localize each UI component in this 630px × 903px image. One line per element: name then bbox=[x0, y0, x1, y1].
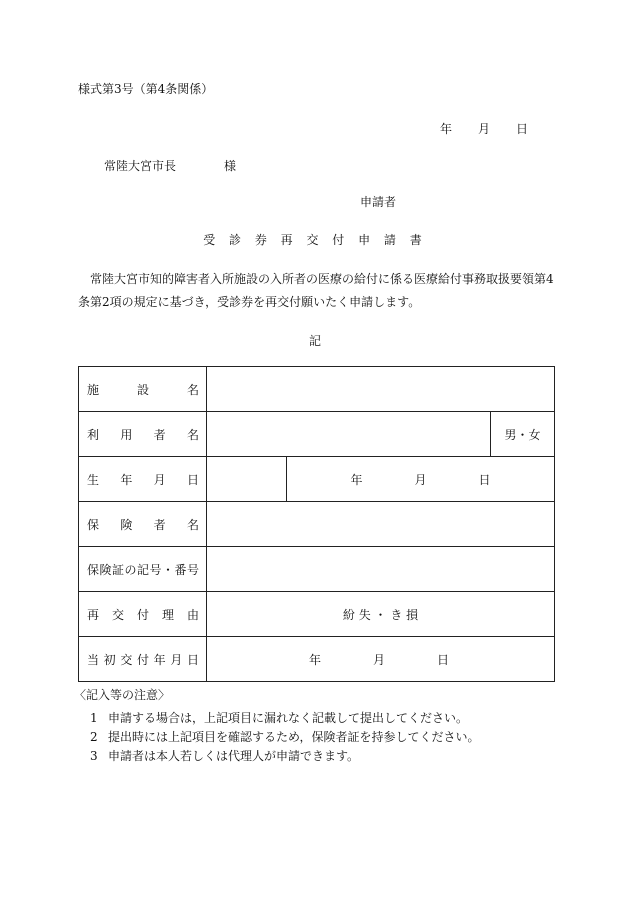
date-month-label: 月 bbox=[478, 122, 491, 136]
row-facility-name bbox=[79, 367, 555, 412]
facility-name-field[interactable] bbox=[207, 367, 555, 412]
note-item bbox=[90, 728, 480, 745]
birthdate-field[interactable] bbox=[287, 457, 555, 502]
insurer-name-label: 保 険 者 名 bbox=[79, 502, 207, 547]
note-item bbox=[90, 709, 468, 726]
birthdate-day: 日 bbox=[478, 472, 491, 487]
gender-field[interactable]: 男・女 bbox=[491, 412, 555, 457]
note-number: 2 bbox=[90, 730, 98, 744]
addressee bbox=[104, 157, 236, 174]
note-number: 1 bbox=[90, 711, 98, 725]
user-name-field[interactable] bbox=[207, 412, 491, 457]
ki-heading: 記 bbox=[308, 334, 321, 348]
initial-day: 日 bbox=[437, 652, 450, 667]
row-user-name bbox=[79, 412, 555, 457]
date-day-label: 日 bbox=[516, 122, 529, 136]
reissue-reason-field[interactable]: 紛 失 ・ き 損 bbox=[207, 592, 555, 637]
facility-name-label: 施 設 名 bbox=[79, 367, 207, 412]
date-line bbox=[440, 120, 528, 137]
addressee-name: 常陸大宮市長 bbox=[104, 159, 177, 173]
date-year-label: 年 bbox=[440, 122, 453, 136]
birthdate-month: 月 bbox=[414, 472, 427, 487]
body-text: 常陸大宮市知的障害者入所施設の入所者の医療の給付に係る医療給付事務取扱要領第4条第2項の規定に基づき，受診券を再交付願いたく申請します。 bbox=[78, 272, 554, 309]
document-title: 受 診 券 再 交 付 申 請 書 bbox=[203, 233, 427, 247]
row-initial-issue-date bbox=[79, 637, 555, 682]
reissue-reason-label: 再 交 付 理 由 bbox=[79, 592, 207, 637]
birthdate-year: 年 bbox=[350, 472, 363, 487]
initial-issue-date-field[interactable] bbox=[207, 637, 555, 682]
birthdate-label: 生 年 月 日 bbox=[79, 457, 207, 502]
note-text: 申請者は本人若しくは代理人が申請できます。 bbox=[108, 749, 360, 763]
notes-heading: 〈記入等の注意〉 bbox=[74, 688, 171, 702]
user-name-label: 利 用 者 名 bbox=[79, 412, 207, 457]
insurer-name-field[interactable] bbox=[207, 502, 555, 547]
note-text: 提出時には上記項目を確認するため，保険者証を持参してください。 bbox=[108, 730, 480, 744]
note-number: 3 bbox=[90, 749, 98, 763]
row-reissue-reason bbox=[79, 592, 555, 637]
applicant-label: 申請者 bbox=[360, 195, 397, 209]
insurance-card-label: 保険証の記号・番号 bbox=[79, 547, 207, 592]
initial-issue-date-label: 当 初 交 付 年 月 日 bbox=[79, 637, 207, 682]
form-number: 様式第3号（第4条関係） bbox=[78, 82, 214, 96]
initial-month: 月 bbox=[373, 652, 386, 667]
initial-year: 年 bbox=[309, 652, 322, 667]
row-insurance-card bbox=[79, 547, 555, 592]
note-item bbox=[90, 747, 359, 764]
row-birthdate bbox=[79, 457, 555, 502]
row-insurer-name bbox=[79, 502, 555, 547]
note-text: 申請する場合は，上記項目に漏れなく記載して提出してください。 bbox=[108, 711, 469, 725]
application-form-table bbox=[78, 366, 555, 682]
birthdate-era-field[interactable] bbox=[207, 457, 287, 502]
insurance-card-field[interactable] bbox=[207, 547, 555, 592]
addressee-honorific: 様 bbox=[224, 159, 237, 173]
